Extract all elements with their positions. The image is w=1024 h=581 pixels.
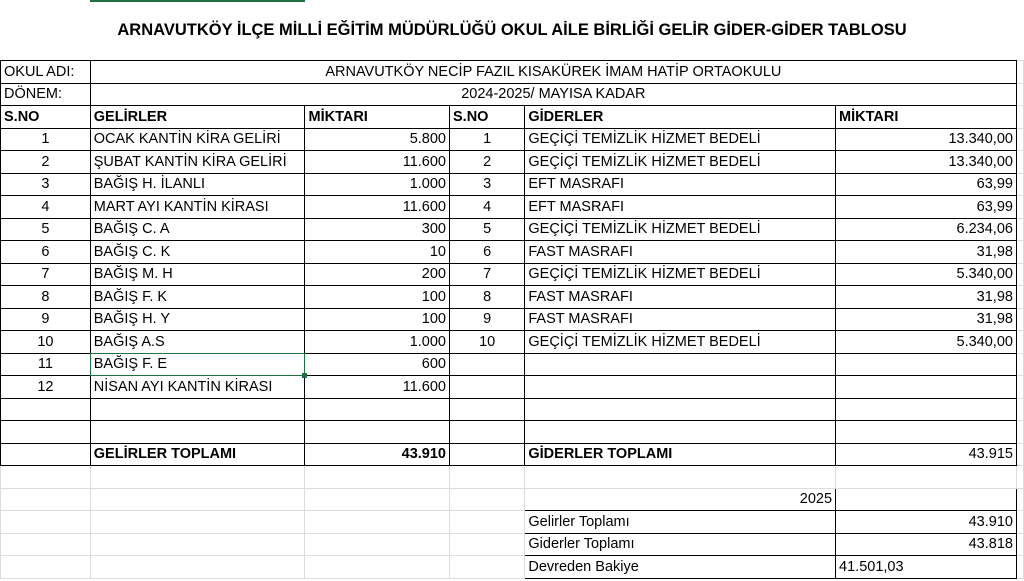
income-name-cell[interactable] bbox=[90, 398, 305, 421]
school-value[interactable]: ARNAVUTKÖY NECİP FAZIL KISAKÜREK İMAM HATİP ORTAOKULU bbox=[90, 61, 1016, 84]
table-row bbox=[1, 421, 1024, 444]
grid-cell[interactable] bbox=[1016, 241, 1023, 264]
expense-no-cell[interactable]: 1 bbox=[450, 128, 525, 151]
grid-cell[interactable] bbox=[1016, 511, 1023, 534]
grid-cell[interactable] bbox=[1, 511, 91, 534]
income-no-cell[interactable]: 1 bbox=[1, 128, 91, 151]
table-row bbox=[1, 151, 1024, 174]
summary-balance-label[interactable]: Devreden Bakiye bbox=[525, 556, 836, 579]
grid-cell[interactable] bbox=[305, 466, 450, 489]
table-row bbox=[1, 308, 1024, 331]
income-amount-cell[interactable]: 11.600 bbox=[305, 376, 450, 399]
totals-row bbox=[1, 443, 1024, 466]
header-expenses[interactable]: GİDERLER bbox=[525, 106, 836, 129]
income-amount-cell[interactable]: 5.800 bbox=[305, 128, 450, 151]
header-row bbox=[1, 106, 1024, 129]
income-no-cell[interactable]: 9 bbox=[1, 308, 91, 331]
grid-cell[interactable] bbox=[90, 488, 305, 511]
grid-cell[interactable] bbox=[1016, 443, 1023, 466]
expense-name-cell[interactable]: FAST MASRAFI bbox=[525, 241, 836, 264]
expense-amount-cell[interactable]: 63,99 bbox=[836, 196, 1017, 219]
income-no-cell[interactable]: 7 bbox=[1, 263, 91, 286]
expense-no-cell[interactable]: 5 bbox=[450, 218, 525, 241]
expense-no-cell[interactable]: 3 bbox=[450, 173, 525, 196]
blank-row bbox=[1, 466, 1024, 489]
income-no-cell[interactable] bbox=[1, 421, 91, 444]
income-name-cell[interactable]: BAĞIŞ F. K bbox=[90, 286, 305, 309]
income-name-cell[interactable]: MART AYI KANTİN KİRASI bbox=[90, 196, 305, 219]
expense-name-cell[interactable] bbox=[525, 421, 836, 444]
expense-name-cell[interactable]: GEÇİÇİ TEMİZLİK HİZMET BEDELİ bbox=[525, 128, 836, 151]
grid-cell[interactable] bbox=[1, 533, 91, 556]
info-row-school bbox=[1, 61, 1024, 84]
table-row bbox=[1, 196, 1024, 219]
expense-amount-cell[interactable]: 31,98 bbox=[836, 286, 1017, 309]
summary-expense-value[interactable]: 43.818 bbox=[836, 533, 1017, 556]
income-name-cell[interactable]: BAĞIŞ C. K bbox=[90, 241, 305, 264]
grid-cell[interactable] bbox=[1, 466, 91, 489]
expense-name-cell[interactable]: GEÇİÇİ TEMİZLİK HİZMET BEDELİ bbox=[525, 151, 836, 174]
totals-empty-cell[interactable] bbox=[450, 443, 525, 466]
header-sno-2[interactable]: S.NO bbox=[450, 106, 525, 129]
expense-amount-cell[interactable]: 31,98 bbox=[836, 241, 1017, 264]
grid-cell[interactable] bbox=[1016, 263, 1023, 286]
income-amount-cell[interactable] bbox=[305, 398, 450, 421]
summary-balance-value[interactable]: 41.501,03 bbox=[836, 556, 1017, 579]
income-no-cell[interactable]: 6 bbox=[1, 241, 91, 264]
grid-cell[interactable] bbox=[1016, 556, 1023, 579]
income-total-value[interactable]: 43.910 bbox=[305, 443, 450, 466]
expense-name-cell[interactable]: GEÇİÇİ TEMİZLİK HİZMET BEDELİ bbox=[525, 331, 836, 354]
expense-name-cell[interactable]: EFT MASRAFI bbox=[525, 196, 836, 219]
income-name-cell[interactable]: BAĞIŞ F. E bbox=[90, 353, 305, 376]
grid-cell[interactable] bbox=[836, 466, 1017, 489]
expense-amount-cell[interactable]: 5.340,00 bbox=[836, 263, 1017, 286]
expense-no-cell[interactable]: 10 bbox=[450, 331, 525, 354]
expense-name-cell[interactable] bbox=[525, 376, 836, 399]
table-row bbox=[1, 398, 1024, 421]
table-row bbox=[1, 173, 1024, 196]
summary-row bbox=[1, 511, 1024, 534]
expense-no-cell[interactable] bbox=[450, 376, 525, 399]
grid-cell[interactable] bbox=[90, 511, 305, 534]
grid-cell[interactable] bbox=[90, 466, 305, 489]
period-value[interactable]: 2024-2025/ MAYISA KADAR bbox=[90, 83, 1016, 106]
grid-cell[interactable] bbox=[1016, 421, 1023, 444]
expense-name-cell[interactable] bbox=[525, 353, 836, 376]
income-name-cell[interactable]: ŞUBAT KANTİN KİRA GELİRİ bbox=[90, 151, 305, 174]
grid-cell[interactable] bbox=[1016, 398, 1023, 421]
grid-cell[interactable] bbox=[1, 488, 91, 511]
expense-amount-cell[interactable] bbox=[836, 353, 1017, 376]
income-no-cell[interactable]: 4 bbox=[1, 196, 91, 219]
income-name-cell[interactable]: BAĞIŞ H. İLANLI bbox=[90, 173, 305, 196]
grid-cell[interactable] bbox=[305, 488, 450, 511]
expense-no-cell[interactable]: 8 bbox=[450, 286, 525, 309]
expense-no-cell[interactable] bbox=[450, 421, 525, 444]
grid-cell[interactable] bbox=[1016, 376, 1023, 399]
grid-cell[interactable] bbox=[305, 511, 450, 534]
expense-amount-cell[interactable]: 13.340,00 bbox=[836, 151, 1017, 174]
table-row bbox=[1, 286, 1024, 309]
sheet-title: ARNAVUTKÖY İLÇE MİLLİ EĞİTİM MÜDÜRLÜĞÜ OKUL AİLE BİRLİĞİ GELİR GİDER-GİDER TABLOSU bbox=[117, 20, 907, 39]
selection-fill-handle[interactable] bbox=[302, 373, 307, 378]
expense-no-cell[interactable]: 7 bbox=[450, 263, 525, 286]
grid-cell[interactable] bbox=[90, 556, 305, 579]
income-no-cell[interactable] bbox=[1, 398, 91, 421]
income-name-cell[interactable]: BAĞIŞ C. A bbox=[90, 218, 305, 241]
expense-name-cell[interactable]: GEÇİÇİ TEMİZLİK HİZMET BEDELİ bbox=[525, 263, 836, 286]
summary-income-label[interactable]: Gelirler Toplamı bbox=[525, 511, 836, 534]
grid-cell[interactable] bbox=[450, 533, 525, 556]
summary-year[interactable]: 2025 bbox=[525, 488, 836, 511]
grid-cell[interactable] bbox=[450, 556, 525, 579]
grid-cell[interactable] bbox=[450, 488, 525, 511]
income-no-cell[interactable]: 11 bbox=[1, 353, 91, 376]
income-amount-cell[interactable]: 1.000 bbox=[305, 331, 450, 354]
spreadsheet-grid bbox=[0, 60, 1024, 579]
totals-empty-cell[interactable] bbox=[1, 443, 91, 466]
header-amount-2[interactable]: MİKTARI bbox=[836, 106, 1017, 129]
grid-cell[interactable] bbox=[1016, 286, 1023, 309]
grid-cell[interactable] bbox=[1016, 173, 1023, 196]
income-no-cell[interactable]: 5 bbox=[1, 218, 91, 241]
summary-row bbox=[1, 556, 1024, 579]
expense-name-cell[interactable]: FAST MASRAFI bbox=[525, 286, 836, 309]
period-label[interactable]: DÖNEM: bbox=[1, 83, 91, 106]
expense-amount-cell[interactable] bbox=[836, 398, 1017, 421]
expense-name-cell[interactable]: FAST MASRAFI bbox=[525, 308, 836, 331]
grid-cell[interactable] bbox=[1016, 533, 1023, 556]
expense-amount-cell[interactable]: 13.340,00 bbox=[836, 128, 1017, 151]
income-name-cell[interactable]: OCAK KANTİN KİRA GELİRİ bbox=[90, 128, 305, 151]
income-name-cell[interactable] bbox=[90, 421, 305, 444]
income-amount-cell[interactable]: 11.600 bbox=[305, 151, 450, 174]
expense-name-cell[interactable]: GEÇİÇİ TEMİZLİK HİZMET BEDELİ bbox=[525, 218, 836, 241]
header-sno[interactable]: S.NO bbox=[1, 106, 91, 129]
header-amount[interactable]: MİKTARI bbox=[305, 106, 450, 129]
expense-amount-cell[interactable]: 6.234,06 bbox=[836, 218, 1017, 241]
income-name-cell[interactable]: BAĞIŞ M. H bbox=[90, 263, 305, 286]
expense-no-cell[interactable] bbox=[450, 353, 525, 376]
grid-cell[interactable] bbox=[450, 466, 525, 489]
table-row bbox=[1, 331, 1024, 354]
expense-amount-cell[interactable] bbox=[836, 421, 1017, 444]
expense-no-cell[interactable] bbox=[450, 398, 525, 421]
table-row bbox=[1, 218, 1024, 241]
grid-cell[interactable] bbox=[525, 466, 836, 489]
income-amount-cell[interactable]: 11.600 bbox=[305, 196, 450, 219]
table-row bbox=[1, 263, 1024, 286]
table-row bbox=[1, 128, 1024, 151]
table-row bbox=[1, 353, 1024, 376]
table-row bbox=[1, 241, 1024, 264]
summary-income-value[interactable]: 43.910 bbox=[836, 511, 1017, 534]
summary-row bbox=[1, 533, 1024, 556]
income-no-cell[interactable]: 8 bbox=[1, 286, 91, 309]
income-name-cell[interactable]: BAĞIŞ A.S bbox=[90, 331, 305, 354]
grid-cell[interactable] bbox=[1016, 331, 1023, 354]
income-total-label[interactable]: GELİRLER TOPLAMI bbox=[90, 443, 305, 466]
expense-amount-cell[interactable]: 63,99 bbox=[836, 173, 1017, 196]
grid-cell[interactable] bbox=[1016, 466, 1023, 489]
income-amount-cell[interactable]: 1.000 bbox=[305, 173, 450, 196]
income-amount-cell[interactable]: 100 bbox=[305, 308, 450, 331]
grid-cell[interactable] bbox=[1016, 488, 1023, 511]
grid-cell[interactable] bbox=[1016, 218, 1023, 241]
expense-no-cell[interactable]: 6 bbox=[450, 241, 525, 264]
table-row bbox=[1, 376, 1024, 399]
expense-no-cell[interactable]: 2 bbox=[450, 151, 525, 174]
income-no-cell[interactable]: 2 bbox=[1, 151, 91, 174]
expense-total-value[interactable]: 43.915 bbox=[836, 443, 1017, 466]
school-label[interactable]: OKUL ADI: bbox=[1, 61, 91, 84]
grid-cell[interactable] bbox=[305, 533, 450, 556]
income-amount-cell[interactable]: 300 bbox=[305, 218, 450, 241]
income-amount-cell[interactable]: 100 bbox=[305, 286, 450, 309]
sheet-title-cell[interactable] bbox=[0, 0, 1024, 60]
income-no-cell[interactable]: 10 bbox=[1, 331, 91, 354]
income-no-cell[interactable]: 12 bbox=[1, 376, 91, 399]
expense-total-label[interactable]: GİDERLER TOPLAMI bbox=[525, 443, 836, 466]
expense-name-cell[interactable]: EFT MASRAFI bbox=[525, 173, 836, 196]
grid-cell[interactable] bbox=[450, 511, 525, 534]
expense-name-cell[interactable] bbox=[525, 398, 836, 421]
grid-cell[interactable] bbox=[1016, 151, 1023, 174]
grid-cell[interactable] bbox=[90, 533, 305, 556]
grid-cell[interactable] bbox=[305, 556, 450, 579]
expense-no-cell[interactable]: 4 bbox=[450, 196, 525, 219]
grid-cell[interactable] bbox=[1016, 353, 1023, 376]
expense-amount-cell[interactable] bbox=[836, 376, 1017, 399]
expense-amount-cell[interactable]: 31,98 bbox=[836, 308, 1017, 331]
summary-row bbox=[1, 488, 1024, 511]
grid-cell[interactable] bbox=[1016, 128, 1023, 151]
expense-no-cell[interactable]: 9 bbox=[450, 308, 525, 331]
grid-cell[interactable] bbox=[1, 556, 91, 579]
income-amount-cell[interactable] bbox=[305, 421, 450, 444]
grid-cell[interactable] bbox=[1016, 196, 1023, 219]
income-no-cell[interactable]: 3 bbox=[1, 173, 91, 196]
income-amount-cell[interactable]: 10 bbox=[305, 241, 450, 264]
expense-amount-cell[interactable]: 5.340,00 bbox=[836, 331, 1017, 354]
income-amount-cell[interactable]: 600 bbox=[305, 353, 450, 376]
selection-border-top bbox=[90, 0, 305, 2]
grid-cell[interactable] bbox=[1016, 308, 1023, 331]
summary-empty-cell[interactable] bbox=[836, 488, 1017, 511]
info-row-period bbox=[1, 83, 1024, 106]
summary-expense-label[interactable]: Giderler Toplamı bbox=[525, 533, 836, 556]
income-name-cell[interactable]: BAĞIŞ H. Y bbox=[90, 308, 305, 331]
header-incomes[interactable]: GELİRLER bbox=[90, 106, 305, 129]
income-name-cell[interactable]: NİSAN AYI KANTİN KİRASI bbox=[90, 376, 305, 399]
income-amount-cell[interactable]: 200 bbox=[305, 263, 450, 286]
